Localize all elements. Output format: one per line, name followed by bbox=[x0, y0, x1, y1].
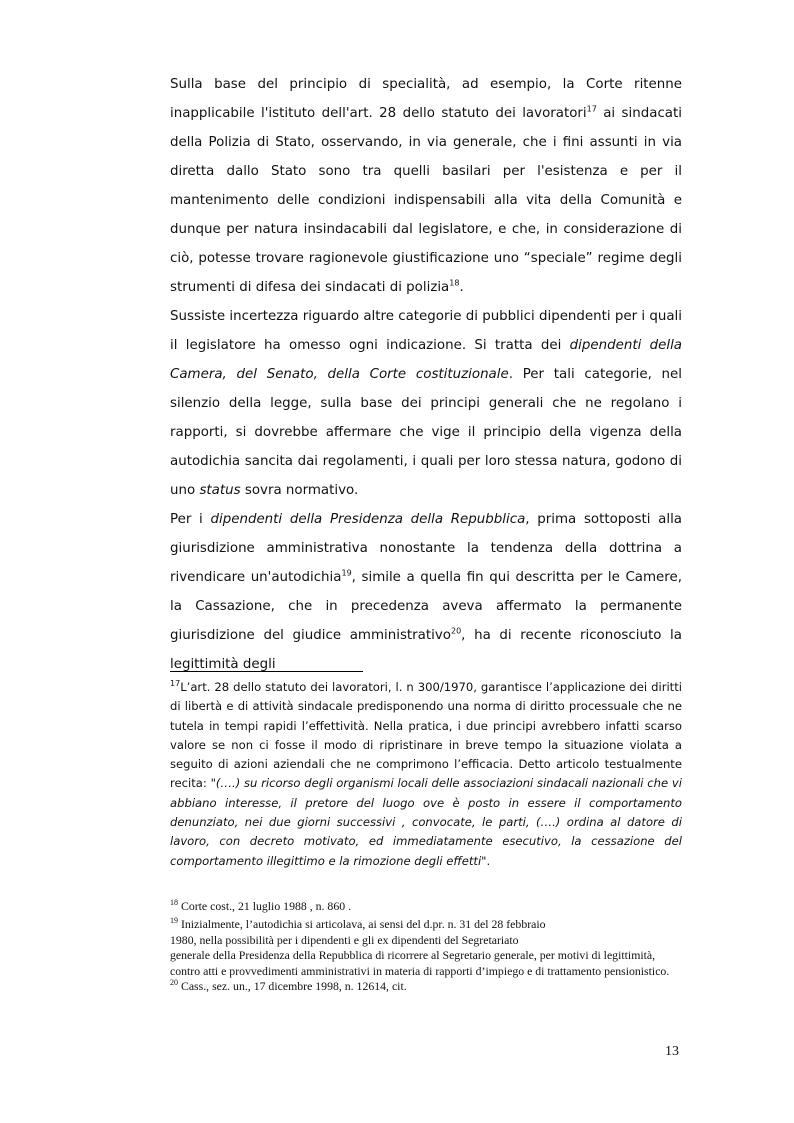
emphasis-text: dipendenti della Camera, del Senato, della Corte costituzionale bbox=[170, 338, 682, 382]
footnote-text: generale della Presidenza della Repubblica di ricorrere al Segretario generale, per motivi di legittimità, contro atti e provvedimenti amministrativi in materia di rapporti d’impiego e di trattamento pensionistico. bbox=[170, 948, 670, 978]
footnote-number: 19 bbox=[170, 916, 178, 926]
paragraph-text: sovra normativo. bbox=[240, 483, 359, 498]
footnote-text: Inizialmente, l’autodichia si articolava, ai sensi del d.pr. n. 31 del 28 febbraio bbox=[178, 917, 546, 932]
footnote-17-text bbox=[170, 678, 682, 871]
footnotes-secondary bbox=[170, 899, 682, 994]
footnote-17 bbox=[170, 678, 682, 871]
paragraph-text: Sussiste incertezza riguardo altre categorie di pubblici dipendenti per i quali il legislatore ha omesso ogni indicazione. Si tratta dei bbox=[170, 309, 682, 353]
footnote-text: L’art. 28 dello statuto dei lavoratori, l. n 300/1970, garantisce l’applicazione dei diritti di libertà e di attività sindacale predisponendo una norma di diritto processuale che ne tutela in tempi rapidi l’effettività. Nella pratica, i due principi avrebbero infatti scarso valore se non ci fosse il modo di ripristinare in breve tempo la situazione violata a seguito di azioni aziendali che ne comprimono l’efficacia. Detto articolo testualmente recita: bbox=[170, 680, 682, 791]
paragraph-1 bbox=[170, 70, 682, 302]
footnote-ref-17[interactable]: 17 bbox=[586, 104, 597, 114]
paragraph-3 bbox=[170, 505, 682, 679]
footnote-text: Cass., sez. un., 17 dicembre 1998, n. 12614, cit. bbox=[178, 979, 407, 994]
emphasis-text: dipendenti della Presidenza della Repubblica bbox=[210, 512, 526, 527]
footnote-text: 1980, nella possibilità per i dipendenti e gli ex dipendenti del Segretariato bbox=[170, 932, 519, 947]
footnote-18 bbox=[170, 899, 682, 914]
paragraph-2 bbox=[170, 302, 682, 505]
emphasis-text: status bbox=[199, 483, 241, 498]
footnote-number: 20 bbox=[170, 978, 178, 988]
footnote-number: 18 bbox=[170, 898, 178, 908]
footnote-ref-18[interactable]: 18 bbox=[449, 278, 460, 288]
footnote-ref-20[interactable]: 20 bbox=[450, 626, 462, 636]
footnote-ref-19[interactable]: 19 bbox=[341, 568, 352, 578]
paragraph-text: Per i bbox=[170, 512, 211, 527]
footnote-text: . bbox=[486, 853, 491, 868]
paragraph-text: Sulla base del principio di specialità, ad esempio, la Corte ritenne inapplicabile l'istituto dell'art. 28 dello statuto dei lavoratori bbox=[170, 77, 682, 121]
paragraph-text: . bbox=[459, 280, 464, 295]
paragraph-text: , ha di recente riconosciuto la legittimità degli bbox=[170, 628, 682, 672]
page-number: 13 bbox=[665, 1044, 679, 1059]
body-text bbox=[170, 70, 682, 679]
paragraph-text: . Per tali categorie, nel silenzio della legge, sulla base dei principi generali che ne regolano i rapporti, si dovrebbe affermare che vige il principio della vigenza della autodichia sancita dai regolamenti, i quali per loro stessa natura, godono di uno bbox=[170, 367, 683, 498]
footnote-separator bbox=[170, 671, 363, 672]
footnote-number: 17 bbox=[170, 679, 181, 689]
footnote-quote: "(….) su ricorso degli organismi locali delle associazioni sindacali nazionali che vi abbiano interesse, il pretore del luogo ove è posto in essere il comportamento denunziato, nei due giorni successivi , convocate, le parti, (….) ordina al datore di lavoro, con decreto motivato, ed immediatamente esecutivo, la cessazione del comportamento illegittimo e la rimozione degli effetti" bbox=[170, 776, 682, 868]
paragraph-text: ai sindacati della Polizia di Stato, osservando, in via generale, che i fini assunti in via diretta dallo Stato sono tra quelli basilari per l'esistenza e per il mantenimento delle condizioni indispensabili alla vita della Comunità e dunque per natura insindacabili dal legislatore, e che, in considerazione di ciò, potesse trovare ragionevole giustificazione uno “speciale” regime degli strumenti di difesa dei sindacati di polizia bbox=[170, 106, 682, 295]
paragraph-text: , prima sottoposti alla giurisdizione amministrativa nonostante la tendenza della dottrina a rivendicare un'autodichia bbox=[170, 512, 683, 585]
footnote-19 bbox=[170, 917, 682, 979]
footnote-20 bbox=[170, 979, 682, 994]
footnote-text: Corte cost., 21 luglio 1988 , n. 860 . bbox=[178, 899, 352, 913]
paragraph-text: , simile a quella fin qui descritta per le Camere, la Cassazione, che in precedenza aveva affermato la permanente giurisdizione del giudice amministrativo bbox=[170, 570, 683, 643]
